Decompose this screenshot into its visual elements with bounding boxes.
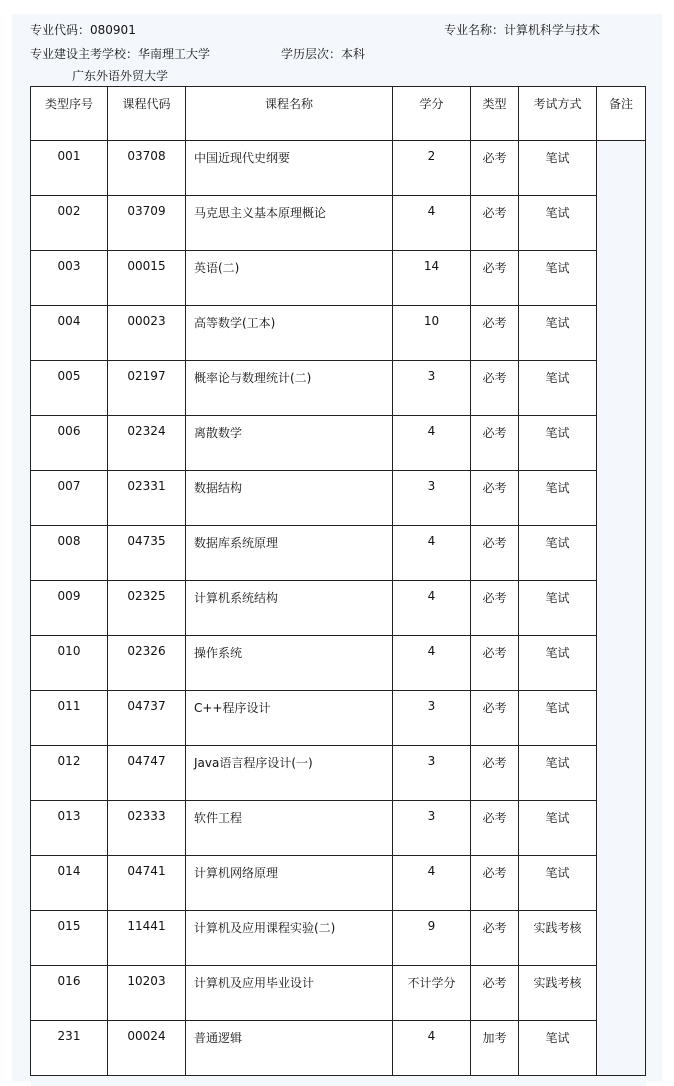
cell-name: 计算机及应用毕业设计 [186, 966, 393, 1021]
cell-seq: 011 [31, 691, 108, 746]
major-name-label: 专业名称： [444, 23, 504, 37]
cell-credit: 4 [393, 196, 471, 251]
cell-code: 00023 [108, 306, 186, 361]
table-row [31, 856, 646, 911]
cell-name: 数据结构 [186, 471, 393, 526]
cell-seq: 006 [31, 416, 108, 471]
cell-exam: 实践考核 [519, 911, 597, 966]
table-row [31, 746, 646, 801]
table-row [31, 801, 646, 856]
cell-name: 计算机网络原理 [186, 856, 393, 911]
cell-seq: 001 [31, 141, 108, 196]
col-header-credit: 学分 [393, 87, 471, 141]
cell-name: Java语言程序设计(一) [186, 746, 393, 801]
table-row [31, 196, 646, 251]
cell-type: 必考 [471, 801, 519, 856]
cell-exam: 笔试 [519, 636, 597, 691]
cell-exam: 笔试 [519, 196, 597, 251]
cell-credit: 3 [393, 691, 471, 746]
level-label: 学历层次： [281, 47, 341, 61]
cell-credit: 14 [393, 251, 471, 306]
table-row [31, 251, 646, 306]
table-row [31, 636, 646, 691]
cell-seq: 008 [31, 526, 108, 581]
cell-code: 02197 [108, 361, 186, 416]
major-name-line [444, 21, 600, 38]
cell-code: 04741 [108, 856, 186, 911]
cell-exam: 笔试 [519, 856, 597, 911]
cell-seq: 005 [31, 361, 108, 416]
cell-type: 必考 [471, 691, 519, 746]
cell-type: 必考 [471, 636, 519, 691]
table-row [31, 691, 646, 746]
major-code-label: 专业代码： [30, 23, 90, 37]
cell-credit: 4 [393, 526, 471, 581]
school-name-2: 广东外语外贸大学 [72, 67, 168, 84]
cell-code: 02324 [108, 416, 186, 471]
cell-code: 03708 [108, 141, 186, 196]
table-row [31, 141, 646, 196]
table-row [31, 416, 646, 471]
cell-seq: 016 [31, 966, 108, 1021]
school-label: 专业建设主考学校： [30, 47, 138, 61]
cell-code: 02325 [108, 581, 186, 636]
school-line [30, 45, 210, 62]
cell-type: 必考 [471, 196, 519, 251]
cell-seq: 012 [31, 746, 108, 801]
cell-exam: 笔试 [519, 361, 597, 416]
cell-type: 必考 [471, 416, 519, 471]
col-header-seq: 类型序号 [31, 87, 108, 141]
table-header-row [31, 87, 646, 141]
table-row [31, 526, 646, 581]
cell-name: 离散数学 [186, 416, 393, 471]
cell-credit: 2 [393, 141, 471, 196]
school-name: 华南理工大学 [138, 47, 210, 61]
cell-credit: 3 [393, 361, 471, 416]
table-row [31, 361, 646, 416]
cell-code: 02333 [108, 801, 186, 856]
cell-exam: 笔试 [519, 691, 597, 746]
level-value: 本科 [341, 47, 365, 61]
cell-code: 04735 [108, 526, 186, 581]
cell-seq: 231 [31, 1021, 108, 1076]
cell-credit: 4 [393, 416, 471, 471]
cell-name: 普通逻辑 [186, 1021, 393, 1076]
major-code: 080901 [90, 23, 136, 37]
cell-seq: 004 [31, 306, 108, 361]
major-name: 计算机科学与技术 [504, 23, 600, 37]
cell-exam: 笔试 [519, 801, 597, 856]
cell-code: 00024 [108, 1021, 186, 1076]
cell-code: 03709 [108, 196, 186, 251]
cell-exam: 笔试 [519, 251, 597, 306]
cell-code: 11441 [108, 911, 186, 966]
cell-type: 必考 [471, 141, 519, 196]
col-header-name: 课程名称 [186, 87, 393, 141]
cell-type: 必考 [471, 911, 519, 966]
course-table [30, 86, 646, 1086]
cell-code: 04747 [108, 746, 186, 801]
cell-type: 必考 [471, 966, 519, 1021]
level-line [281, 45, 365, 62]
cell-seq: 007 [31, 471, 108, 526]
cell-name: 高等数学(工本) [186, 306, 393, 361]
cell-exam: 笔试 [519, 526, 597, 581]
col-header-code: 课程代码 [108, 87, 186, 141]
cell-exam: 笔试 [519, 471, 597, 526]
table-row [31, 1021, 646, 1076]
cell-credit: 3 [393, 801, 471, 856]
cell-name: 计算机系统结构 [186, 581, 393, 636]
cell-seq: 014 [31, 856, 108, 911]
cell-exam: 笔试 [519, 746, 597, 801]
cell-credit: 4 [393, 1021, 471, 1076]
cell-exam: 笔试 [519, 1021, 597, 1076]
cell-name: 概率论与数理统计(二) [186, 361, 393, 416]
cell-exam: 实践考核 [519, 966, 597, 1021]
cell-seq: 013 [31, 801, 108, 856]
cell-name: 数据库系统原理 [186, 526, 393, 581]
table-row [31, 471, 646, 526]
cell-credit: 4 [393, 636, 471, 691]
cell-credit: 不计学分 [393, 966, 471, 1021]
cell-code: 04737 [108, 691, 186, 746]
cell-credit: 3 [393, 471, 471, 526]
cell-name: 英语(二) [186, 251, 393, 306]
cell-seq: 002 [31, 196, 108, 251]
cell-type: 必考 [471, 526, 519, 581]
cell-name: 马克思主义基本原理概论 [186, 196, 393, 251]
cell-exam: 笔试 [519, 416, 597, 471]
cell-code: 02331 [108, 471, 186, 526]
cell-code: 10203 [108, 966, 186, 1021]
cell-code: 00015 [108, 251, 186, 306]
course-table-body [31, 141, 646, 1086]
major-code-line [30, 21, 136, 38]
cell-type: 必考 [471, 361, 519, 416]
cell-name: 操作系统 [186, 636, 393, 691]
cell-name: C++程序设计 [186, 691, 393, 746]
cell-seq: 015 [31, 911, 108, 966]
table-row [31, 581, 646, 636]
cell-type: 必考 [471, 306, 519, 361]
table-row [31, 306, 646, 361]
cell-seq: 003 [31, 251, 108, 306]
cell-credit: 4 [393, 856, 471, 911]
col-header-remark: 备注 [597, 87, 646, 141]
table-row [31, 911, 646, 966]
cell-type: 必考 [471, 746, 519, 801]
cell-seq: 010 [31, 636, 108, 691]
cell-exam: 笔试 [519, 306, 597, 361]
cell-name: 中国近现代史纲要 [186, 141, 393, 196]
cell-exam: 笔试 [519, 141, 597, 196]
col-header-type: 类型 [471, 87, 519, 141]
cell-code: 02326 [108, 636, 186, 691]
cell-type: 必考 [471, 856, 519, 911]
cell-name: 计算机及应用课程实验(二) [186, 911, 393, 966]
table-row [31, 966, 646, 1021]
cell-credit: 9 [393, 911, 471, 966]
cell-name: 软件工程 [186, 801, 393, 856]
cell-seq: 009 [31, 581, 108, 636]
col-header-exam: 考试方式 [519, 87, 597, 141]
cell-exam: 笔试 [519, 581, 597, 636]
cell-credit: 10 [393, 306, 471, 361]
cell-credit: 3 [393, 746, 471, 801]
cell-credit: 4 [393, 581, 471, 636]
cell-type: 必考 [471, 581, 519, 636]
cell-type: 必考 [471, 471, 519, 526]
cell-remark [597, 141, 646, 1076]
cell-type: 加考 [471, 1021, 519, 1076]
cell-type: 必考 [471, 251, 519, 306]
